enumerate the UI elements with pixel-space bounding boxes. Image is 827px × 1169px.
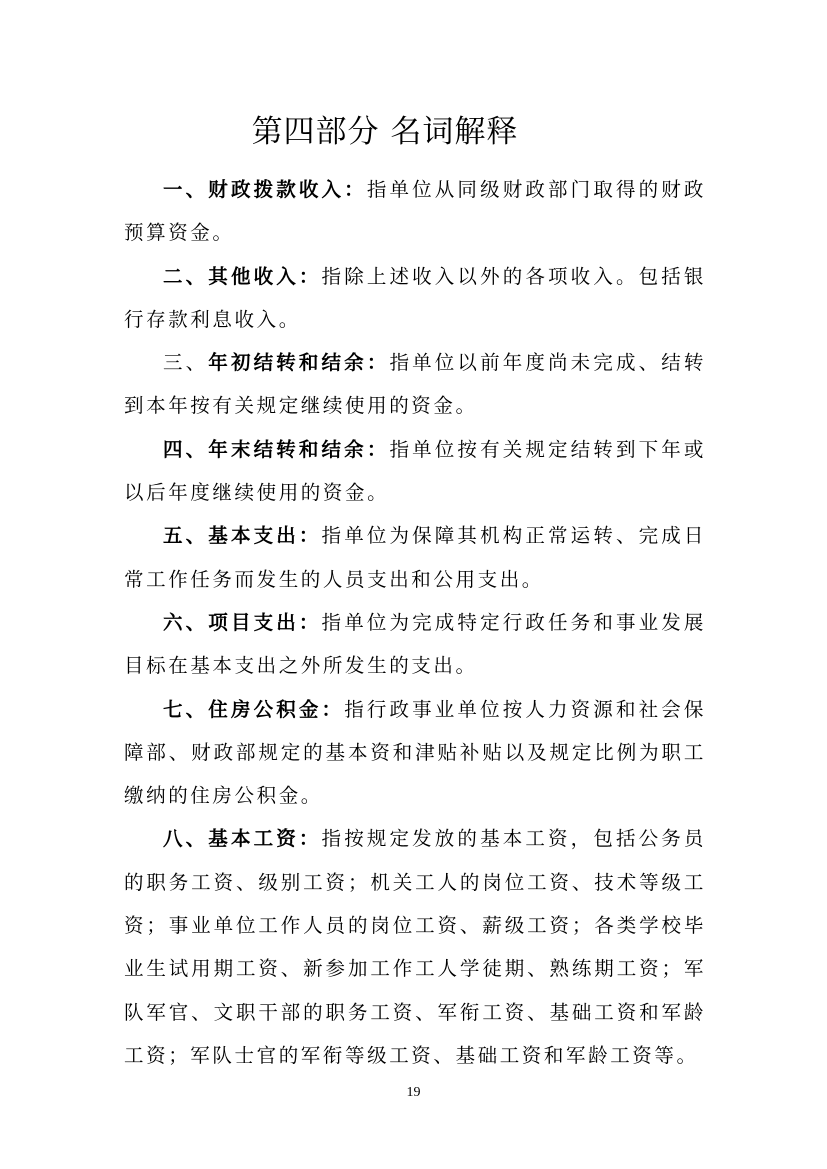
page-number: 19	[406, 1085, 421, 1100]
glossary-term: 一、财政拨款收入：	[163, 178, 367, 201]
glossary-entry-1	[124, 168, 706, 255]
glossary-definition: 指单位从同级财政部门取得的财政预算资金。	[124, 178, 706, 245]
glossary-entry-4	[124, 428, 706, 515]
glossary-term: 八、基本工资：	[163, 827, 322, 851]
glossary-entry-6	[124, 601, 706, 688]
glossary-term: 七、住房公积金：	[163, 697, 345, 721]
glossary-definition: 指单位以前年度尚未完成、结转到本年按有关规定继续使用的资金。	[124, 351, 706, 418]
glossary-definition: 指按规定发放的基本工资，包括公务员的职务工资、级别工资；机关工人的岗位工资、技术等级工资；事业单位工作人员的岗位工资、薪级工资；各类学校毕业生试用期工资、新参加工作工人学徒期、熟练期工资；军队军官、文职干部的职务工资、军衔工资、基础工资和军龄工资；军队士官的军衔等级工资、基础工资和军龄工资等。	[124, 827, 707, 1067]
glossary-term: 五、基本支出：	[163, 524, 322, 548]
page-title: 第四部分 名词解释	[251, 114, 519, 150]
glossary-term: 六、项目支出：	[163, 610, 322, 634]
glossary-body	[124, 168, 706, 1077]
glossary-entry-2	[124, 255, 706, 342]
glossary-number: 三、	[163, 351, 209, 375]
glossary-definition: 指行政事业单位按人力资源和社会保障部、财政部规定的基本资和津贴补贴以及规定比例为职工缴纳的住房公积金。	[124, 697, 706, 808]
glossary-entry-7	[124, 688, 706, 818]
glossary-term: 二、其他收入：	[163, 264, 322, 288]
glossary-entry-8	[124, 817, 706, 1077]
glossary-definition: 指除上述收入以外的各项收入。包括银行存款利息收入。	[124, 264, 707, 331]
glossary-entry-3	[124, 341, 706, 428]
glossary-term: 四、年末结转和结余：	[163, 437, 390, 461]
glossary-term: 年初结转和结余：	[208, 351, 390, 375]
glossary-definition: 指单位按有关规定结转到下年或以后年度继续使用的资金。	[124, 437, 706, 505]
glossary-definition: 指单位为保障其机构正常运转、完成日常工作任务而发生的人员支出和公用支出。	[124, 524, 707, 591]
glossary-entry-5	[124, 514, 706, 601]
glossary-definition: 指单位为完成特定行政任务和事业发展目标在基本支出之外所发生的支出。	[124, 610, 707, 678]
